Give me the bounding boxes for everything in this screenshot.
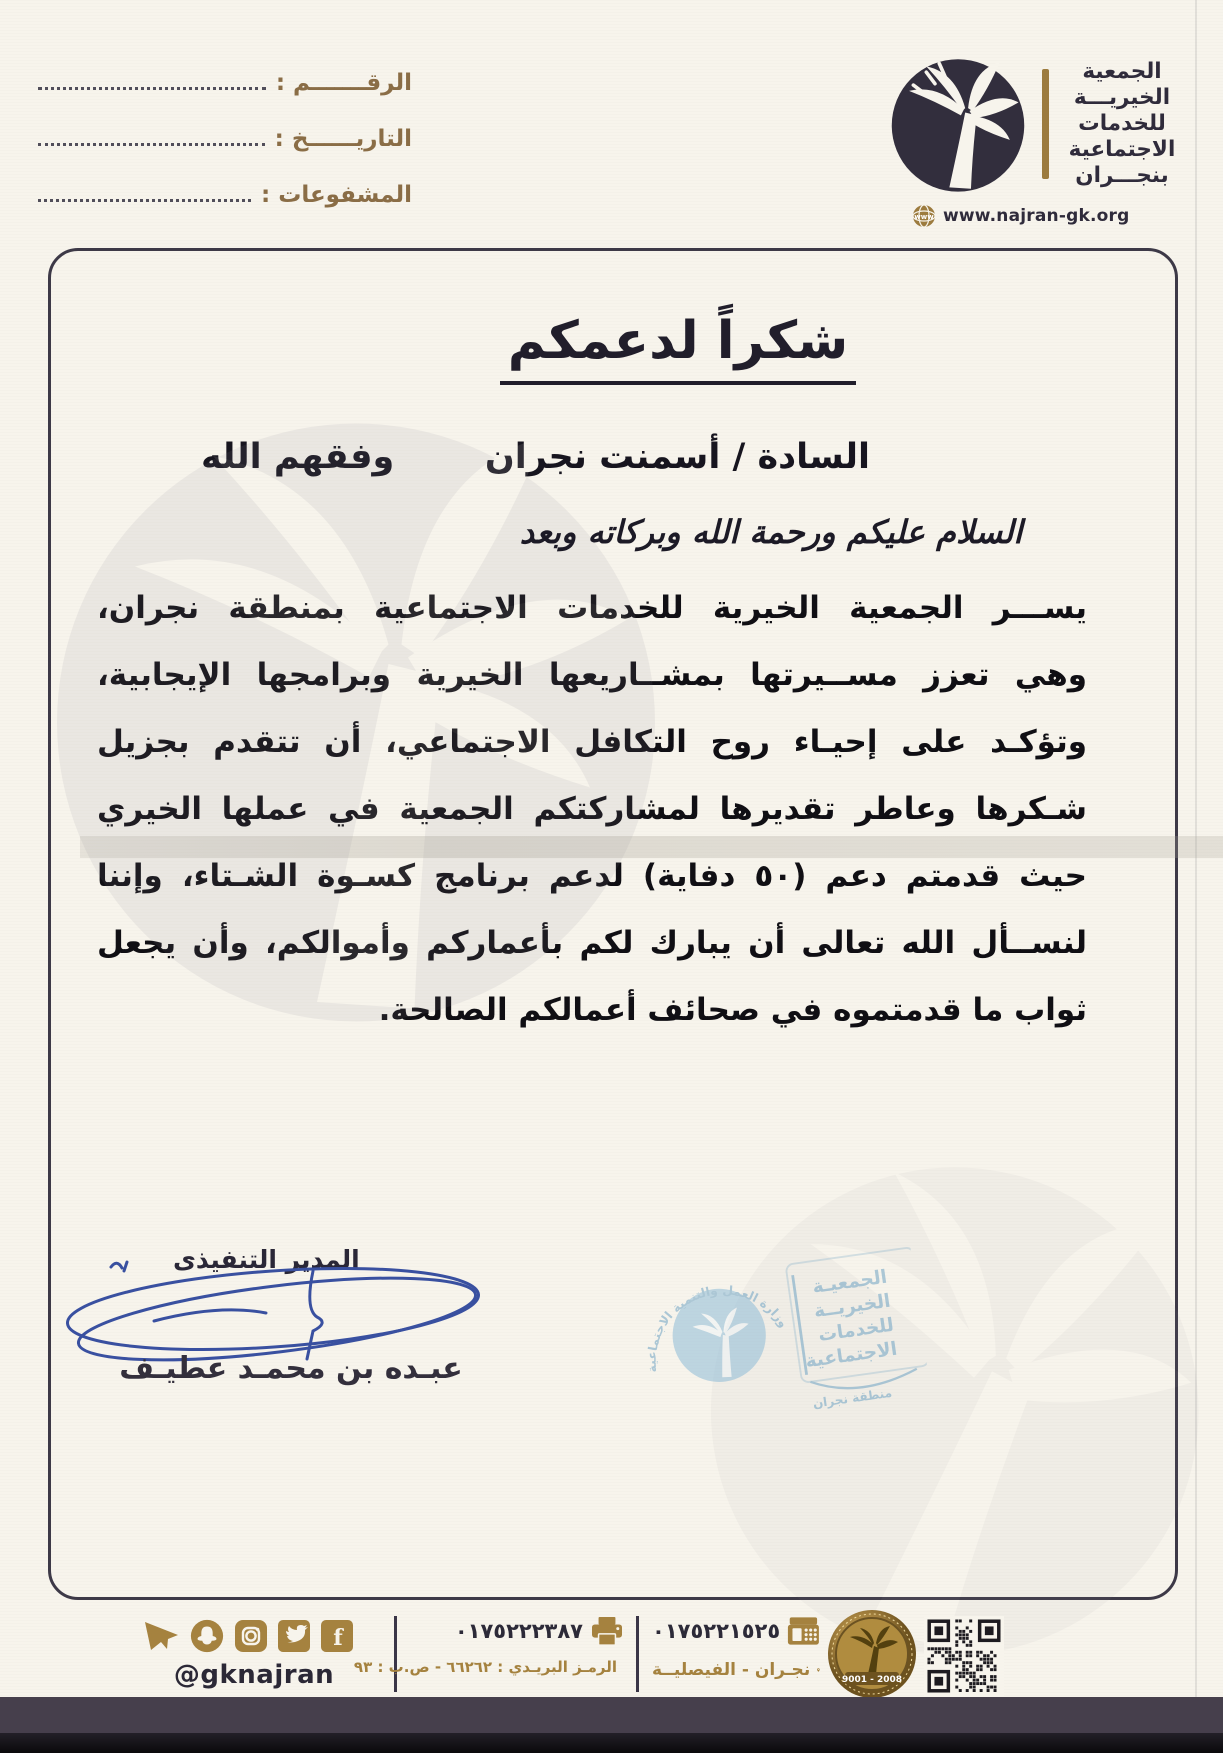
iso-gold-seal <box>826 1608 918 1700</box>
social-handle: @gknajran <box>173 1660 335 1690</box>
palm-tree-logo-icon <box>886 52 1030 196</box>
form-row-number <box>34 70 412 96</box>
letter-title-text: شكراً لدعمكم <box>500 311 857 385</box>
date-dotted-line <box>38 143 265 146</box>
scan-bottom-edge <box>0 1733 1223 1753</box>
snapchat-icon <box>189 1618 225 1654</box>
globe-www-icon <box>912 204 936 228</box>
body-line: لنســأل الله تعالى أن يبارك لكم بأعماركم وأموالكم، وأن يجعل <box>97 925 1087 961</box>
body-line: شـكرها وعاطر تقديرها لمشاركتكم الجمعية في عملها الخيري <box>97 791 1087 827</box>
stamp-ministry-text: وزارة العمل والتنمية الاجتماعية <box>644 1283 791 1374</box>
twitter-icon <box>277 1619 311 1653</box>
location-pin-icon <box>817 1655 820 1685</box>
header-form-fields <box>34 70 412 238</box>
letter-title <box>116 311 1223 385</box>
body-line: حيث قدمتم دعم (٥٠ دفاية) لدعم برنامج كسـوة الشـتاء، وإننا <box>97 858 1087 894</box>
letter-body <box>97 575 1087 1044</box>
scan-bottom-band <box>0 1697 1223 1733</box>
instagram-icon <box>234 1619 268 1653</box>
stamp-org-line: الجمعيـة <box>811 1266 889 1298</box>
postal-code-line: الرمـز البريـدي : ٦٦٢٦٢ - ص.ب : ٩٣ <box>353 1658 617 1676</box>
attachments-label: المشفوعات : <box>261 182 412 208</box>
logo-divider-bar <box>1042 69 1049 179</box>
addressee: السادة / أسمنت نجران <box>484 437 870 477</box>
scan-artifact-band <box>80 836 1223 858</box>
form-row-attachments <box>34 182 412 208</box>
letter-body-frame <box>48 248 1178 1600</box>
phone-number: ٠١٧٥٢٢١٥٢٥ <box>652 1619 781 1643</box>
telegram-icon <box>140 1619 180 1653</box>
org-name-line: الجمعية <box>1082 59 1162 84</box>
date-label: التاريــــــخ : <box>274 126 412 152</box>
org-logo-block <box>886 52 1183 228</box>
signatory-name: عبـده بن محمـد عطيـف <box>119 1351 463 1386</box>
number-label: الرقـــــــم : <box>275 70 412 96</box>
body-line: وهي تعزز مســيرتها بمشــاريعها الخيرية وبرامجها الإيجابية، <box>97 657 1087 693</box>
stamp-region: منطقة نجران <box>811 1385 893 1411</box>
fax-icon <box>590 1616 624 1646</box>
attachments-dotted-line <box>38 199 251 202</box>
fax-number: ٠١٧٥٢٢٢٣٨٧ <box>454 1619 583 1643</box>
blessing: وفقهم الله <box>201 437 395 477</box>
address-text: نجـران - الفيصليــة <box>652 1660 811 1680</box>
svg-text:f: f <box>333 1625 343 1651</box>
form-row-date <box>34 126 412 152</box>
org-name-line: للخدمات <box>1078 111 1166 136</box>
footer-divider <box>394 1616 397 1692</box>
org-name-line: الاجتماعية <box>1068 137 1176 162</box>
org-name-line: الخيريـــة <box>1073 85 1171 110</box>
stamp-org-line: الاجتماعية <box>804 1338 899 1373</box>
body-line: يســـر الجمعية الخيرية للخدمات الاجتماعية بمنطقة نجران، <box>97 590 1087 626</box>
facebook-icon <box>320 1619 354 1653</box>
number-dotted-line <box>38 87 266 90</box>
salutation: السلام عليكم ورحمة الله وبركاته وبعد <box>519 513 1023 551</box>
footer-divider <box>636 1616 639 1692</box>
official-stamp <box>598 1210 934 1456</box>
signature-job-title: المدير التنفيذى <box>173 1245 360 1274</box>
website-url: www.najran-gk.org <box>943 206 1130 226</box>
social-icons-row <box>140 1618 354 1654</box>
footer <box>0 1608 1223 1702</box>
stamp-org-line: للخدمات <box>816 1314 896 1347</box>
qr-code <box>924 1616 1004 1696</box>
fax-postal-block <box>353 1616 624 1688</box>
seal-years: 9001 - 2008 <box>841 1675 903 1685</box>
addressee-row <box>51 437 1175 477</box>
body-line: وتؤكـد على إحيـاء روح التكافل الاجتماعي، أن تتقدم بجزيل <box>97 724 1087 760</box>
svg-text:www: www <box>914 213 934 221</box>
phone-icon <box>787 1616 820 1646</box>
org-name-line: بنجـــران <box>1075 163 1169 188</box>
org-name <box>1061 59 1183 189</box>
scan-edge-line <box>1195 0 1197 1753</box>
body-line: ثواب ما قدمتموه في صحائف أعمالكم الصالحة. <box>378 992 1087 1028</box>
phone-address-block <box>652 1616 820 1694</box>
stamp-org-line: الخيريــة <box>812 1290 892 1323</box>
